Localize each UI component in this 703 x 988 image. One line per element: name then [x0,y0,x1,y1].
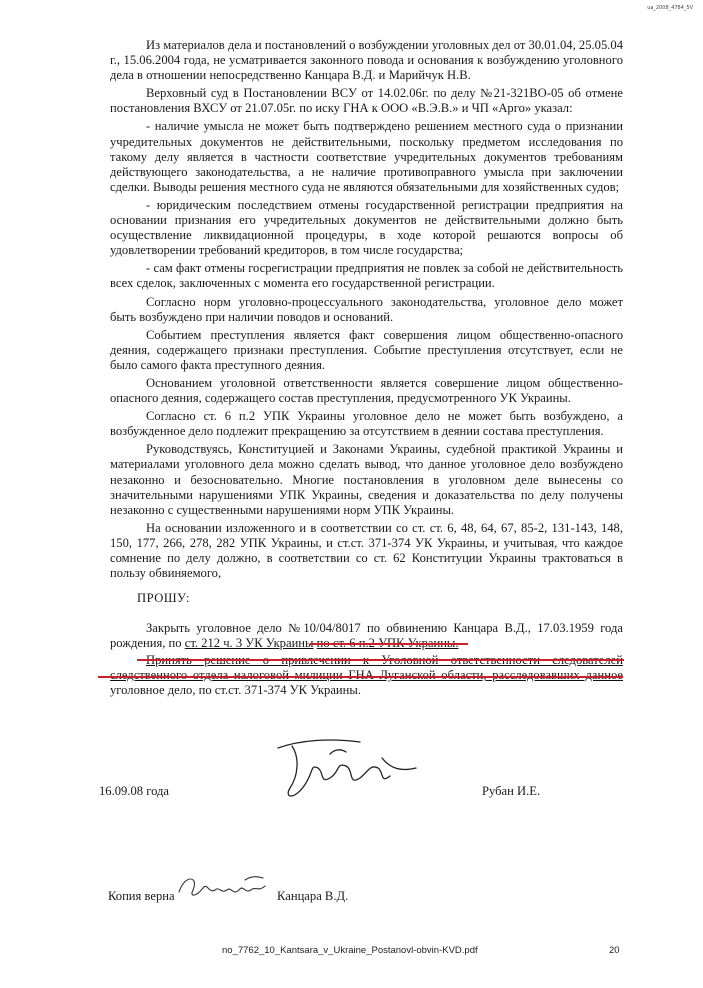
red-underline-2 [137,659,624,661]
request-1 [110,621,623,651]
paragraph-11: На основании изложенного и в соответствии со ст. ст. 6, 48, 64, 67, 85-2, 131-143, 148, 150, 177, 266, 278, 282 УПК Украины, и ст.ст. 371-374 УК Украины, и учитывая, что каждое сомнение по делу должно, в соответствии со ст. 62 Конституции Украины трактоваться в пользу обвиняемого, [110,520,623,581]
request-1-text-a: Закрыть уголовное дело №10/04/8017 по обвинению Канцара В.Д., 17.03.1959 года рождения, по [110,621,623,651]
request-1-underlined-article: ст. 212 ч. 3 УК Украины [184,636,314,651]
request-2-text-b: уголовное дело, по ст.ст. 371-374 УК Украины. [110,683,362,698]
signature-ruban [270,728,420,808]
footer-page-number: 20 [609,945,620,956]
copy-certified-label: Копия верна [108,889,175,903]
paragraph-8: Основанием уголовной ответственности является совершение лицом общественно-опасного деяния, содержащего состав преступления, предусмотренного УК Украины. [110,375,623,406]
paragraph-7: Событием преступления является факт совершения лицом общественно-опасного деяния, содержащего признаки преступления. Событие преступления отсутствует, если не было самого факта преступного деяния. [110,327,623,372]
red-underline-1 [310,643,468,645]
request-heading: ПРОШУ: [137,591,190,605]
request-1-underlined-upk: по ст. 6 п.2 УПК Украины. [316,636,459,651]
footer-filename: no_7762_10_Kantsara_v_Ukraine_Postanovl-obvin-KVD.pdf [222,945,478,956]
document-body [110,38,623,584]
paragraph-5: - сам факт отмены госрегистрации предприятия не повлек за собой не действительность всех сделок, заключенных с момента его государственной регистрации. [110,261,623,291]
copy-certified-name: Канцара В.Д. [277,889,349,903]
red-underline-3 [98,676,623,678]
signer-name: Рубан И.Е. [482,784,541,798]
paragraph-1: Из материалов дела и постановлений о возбуждении уголовных дел от 30.01.04, 25.05.04 г., 15.06.2004 года, не усматривается законного повода и основания к возбуждению уголовного дела в отношении непосредственно Канцара В.Д. и Марийчук Н.В. [110,38,623,83]
copy-signature [175,868,275,906]
request-2-underlined-text: Принять решение о привлечении к Уголовной ответственности следователей следственного отдела налоговой милиции ГНА Луганской области, расследовавших данное [110,653,623,683]
paragraph-10: Руководствуясь, Конституцией и Законами Украины, судебной практикой Украины и материалами уголовного дела можно сделать вывод, что данное уголовное дело возбуждено незаконно и безосновательно. Многие постановления в уголовном деле вынесены со значительными нарушениями УПК Украины, сведения и доказательства по делу получены незаконно с существенными нарушениями норм УПК Украины. [110,442,623,517]
paragraph-3: - наличие умысла не может быть подтверждено решением местного суда о признании учредительных документов не действительными, поскольку предметом исследования по такому делу является в частности соответствие учредительных документов требованиям действующего законодательства, а не наличие противоправного умысла при заключении сделки. Выводы решения местного суда не являются обязательными для хозяйственных судов; [110,119,623,194]
paragraph-9: Согласно ст. 6 п.2 УПК Украины уголовное дело не может быть возбуждено, а возбужденное дело подлежит прекращению за отсутствием в деянии состава преступления. [110,409,623,439]
paragraph-2: Верховный суд в Постановлении ВСУ от 14.02.06г. по делу №21-321ВО-05 об отмене постановления ВХСУ от 21.07.05г. по иску ГНА к ООО «В.Э.В.» и ЧП «Арго» указал: [110,86,623,116]
paragraph-4: - юридическим последствием отмены государственной регистрации предприятия на основании признания его учредительных документов не действительными должно быть осуществление ликвидационной процедуры, в ходе которой решаются вопросы об удовлетворении требований кредиторов, в том числе государства; [110,197,623,258]
paragraph-6: Согласно норм уголовно-процессуального законодательства, уголовное дело может быть возбуждено при наличии поводов и оснований. [110,294,623,324]
document-date: 16.09.08 года [99,784,170,798]
corner-tag: ua_2008_4784_5V [647,5,693,11]
